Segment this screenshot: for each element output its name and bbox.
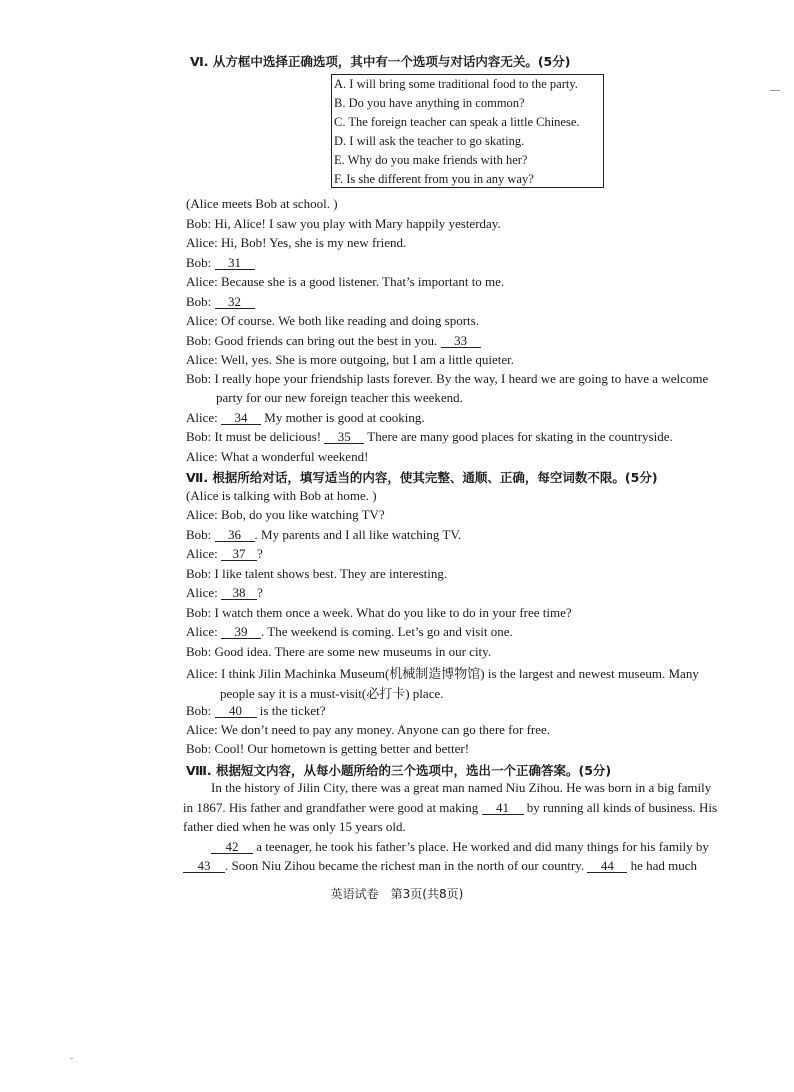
dialogue-line: Bob: Good idea. There are some new museums in our city. xyxy=(186,644,492,659)
passage-line xyxy=(211,839,709,855)
line-text: ? xyxy=(257,546,263,561)
speaker-text: Bob: xyxy=(186,527,215,542)
dialogue-line xyxy=(186,429,673,445)
dialogue-line xyxy=(186,703,326,719)
line-text: ? xyxy=(257,585,263,600)
line-text: Bob: It must be delicious! xyxy=(186,429,325,444)
dialogue-line: Bob: I really hope your friendship lasts forever. By the way, I heard we are going to have a welcome xyxy=(186,371,709,386)
line-text: Alice: xyxy=(186,410,222,425)
line-text: is the ticket? xyxy=(256,703,326,718)
line-text: Bob: Good friends can bring out the best in you. xyxy=(186,333,441,348)
passage-line xyxy=(183,858,697,874)
dialogue-line: Alice: Hi, Bob! Yes, she is my new friend. xyxy=(186,235,407,250)
line-text: . The weekend is coming. Let’s go and visit one. xyxy=(261,624,513,639)
passage-text: a teenager, he took his father’s place. He worked and did many things for his family by xyxy=(253,839,709,854)
passage-text: he had much xyxy=(627,858,698,873)
blank-37: 37 xyxy=(221,547,257,561)
blank-32: 32 xyxy=(215,295,255,309)
dialogue-intro: (Alice is talking with Bob at home. ) xyxy=(186,488,377,503)
passage-line: In the history of Jilin City, there was a great man named Niu Zihou. He was born in a big family xyxy=(211,780,712,795)
speaker-text: Alice: xyxy=(186,624,222,639)
dialogue-line-cont: people say it is a must-visit(必打卡) place. xyxy=(220,686,444,701)
dialogue-line: Bob: I watch them once a week. What do you like to do in your free time? xyxy=(186,605,572,620)
dialogue-line xyxy=(186,527,461,543)
speaker-text: Alice: xyxy=(186,585,222,600)
blank-34: 34 xyxy=(221,411,261,425)
page-footer: 英语试卷 第3页(共8页) xyxy=(330,887,464,901)
speaker-text: Bob: xyxy=(186,255,215,270)
blank-43: 43 xyxy=(183,859,225,873)
blank-35: 35 xyxy=(324,430,364,444)
section-7-heading: Ⅶ. 根据所给对话，填写适当的内容，使其完整、通顺、正确，每空词数不限。(5分) xyxy=(186,470,658,485)
dialogue-line xyxy=(186,546,263,562)
blank-41: 41 xyxy=(482,801,524,815)
speaker-text: Bob: xyxy=(186,294,215,309)
dialogue-line: Bob: Cool! Our hometown is getting better and better! xyxy=(186,741,470,756)
blank-44: 44 xyxy=(587,859,627,873)
dialogue-line: Bob: Hi, Alice! I saw you play with Mary happily yesterday. xyxy=(186,216,501,231)
option-e: E. Why do you make friends with her? xyxy=(334,153,528,167)
scan-dot xyxy=(70,1058,73,1059)
dialogue-line-cont: party for our new foreign teacher this weekend. xyxy=(216,390,463,405)
blank-40: 40 xyxy=(215,704,257,718)
passage-text: in 1867. His father and grandfather were good at making xyxy=(183,800,482,815)
blank-33: 33 xyxy=(441,334,481,348)
dialogue-line: Alice: I think Jilin Machinka Museum(机械制造博物馆) is the largest and newest museum. Many xyxy=(186,666,699,681)
option-b: B. Do you have anything in common? xyxy=(334,96,525,110)
blank-38: 38 xyxy=(221,586,257,600)
option-f: F. Is she different from you in any way? xyxy=(334,172,534,186)
speaker-text: Bob: xyxy=(186,703,215,718)
section-6-heading: Ⅵ. 从方框中选择正确选项，其中有一个选项与对话内容无关。(5分) xyxy=(190,54,571,69)
scan-mark xyxy=(770,90,780,91)
dialogue-line: Alice: We don’t need to pay any money. Anyone can go there for free. xyxy=(186,722,551,737)
dialogue-line: Alice: Well, yes. She is more outgoing, but I am a little quieter. xyxy=(186,352,514,367)
dialogue-line: Alice: Of course. We both like reading and doing sports. xyxy=(186,313,479,328)
dialogue-line xyxy=(186,624,513,640)
dialogue-line xyxy=(186,294,255,310)
blank-36: 36 xyxy=(215,528,255,542)
blank-42: 42 xyxy=(211,840,253,854)
dialogue-line xyxy=(186,333,481,349)
dialogue-line: Alice: What a wonderful weekend! xyxy=(186,449,369,464)
passage-line xyxy=(183,800,717,816)
line-text: There are many good places for skating in the countryside. xyxy=(364,429,673,444)
dialogue-intro: (Alice meets Bob at school. ) xyxy=(186,196,338,211)
option-c: C. The foreign teacher can speak a little Chinese. xyxy=(334,115,580,129)
dialogue-line xyxy=(186,255,255,271)
dialogue-line: Bob: I like talent shows best. They are interesting. xyxy=(186,566,448,581)
options-box xyxy=(331,74,604,188)
passage-line: father died when he was only 15 years old. xyxy=(183,819,406,834)
dialogue-line: Alice: Because she is a good listener. That’s important to me. xyxy=(186,274,505,289)
blank-31: 31 xyxy=(215,256,255,270)
speaker-text: Alice: xyxy=(186,546,222,561)
option-a: A. I will bring some traditional food to the party. xyxy=(334,77,578,91)
dialogue-line xyxy=(186,585,263,601)
dialogue-line xyxy=(186,410,425,426)
option-d: D. I will ask the teacher to go skating. xyxy=(334,134,525,148)
dialogue-line: Alice: Bob, do you like watching TV? xyxy=(186,507,385,522)
line-text: . My parents and I all like watching TV. xyxy=(254,527,462,542)
passage-text: by running all kinds of business. His xyxy=(523,800,718,815)
section-8-heading: Ⅷ. 根据短文内容，从每小题所给的三个选项中，选出一个正确答案。(5分) xyxy=(186,763,612,778)
line-text: My mother is good at cooking. xyxy=(261,410,425,425)
passage-text: . Soon Niu Zihou became the richest man in the north of our country. xyxy=(225,858,588,873)
blank-39: 39 xyxy=(221,625,261,639)
